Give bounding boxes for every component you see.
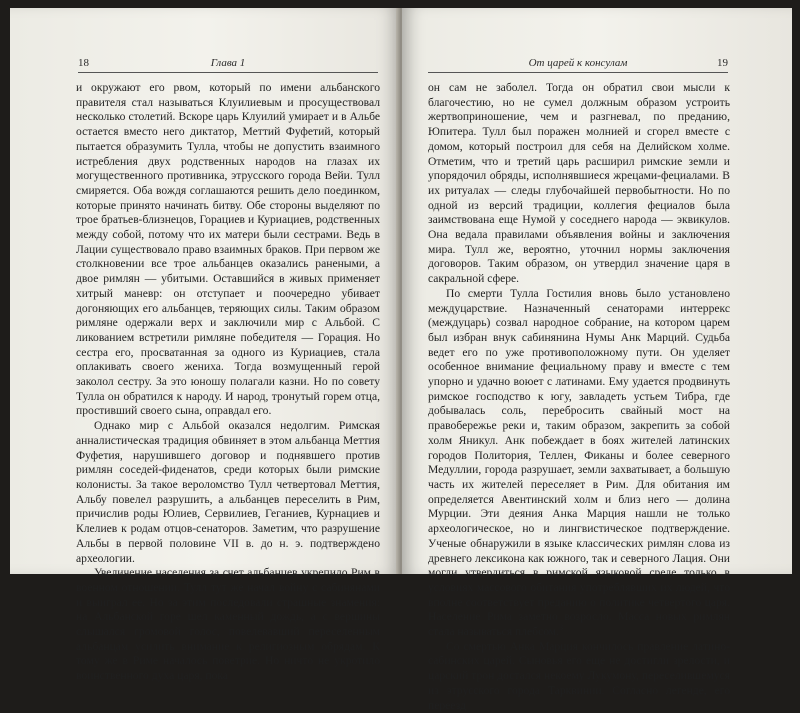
left-page-number: 18 (78, 57, 89, 69)
right-paragraph (428, 287, 730, 640)
right-page-header (428, 56, 728, 73)
left-page-header (78, 56, 378, 73)
right-page-text (428, 81, 730, 713)
right-paragraph: Со смертью Анка Марция кончилось правление латино-сабинских царей. Сыновья его еще не достигли зрелости, и царский трон достался некоему Лукумону, переселившемуся из этрусского города Тарквинии. Согласно легенде, его переезд (428, 639, 730, 712)
left-paragraph: Увеличение населения за счет альбанцев укрепило Рим в военном отношении. Тулл тут же начал войну с сабинянами и выиграл ее. Но за этим последовали страшные знамения: на Альбанской горе шел каменный дождь, а с вершины слышался громовой голос, повелевавший переселенным альбанцам усилить внимание к религиозным обрядам. К тому же в Риме началось поветрие. Но ничто не укротило воинственного духа царя, пока (76, 566, 380, 683)
right-page (402, 8, 792, 712)
right-paragraph: он сам не заболел. Тогда он обратил свои мысли к благочестию, но не сумел должным образом устроить жертвоприношение, чем и разгневал, по преданию, Юпитера. Тулл был поражен молнией и сгорел вместе с домом, который построил для себя на Делийском холме. Отметим, что и третий царь расширил римские земли и упорядочил обряды, исполнявшиеся жрецами-фециалами. В их ритуалах — следы глубочайшей первобытности. Но по одной из версий традиции, коллегия фециалов была заимствована еще Нумой у соседнего народа — эквикулов. Она ведала правилами объявления войны и заключения мира. Тулл же, вероятно, уточнил нормы заключения договоров. Таким образом, он утвердил значение царя в сакральной сфере. (428, 81, 730, 286)
left-page-text (76, 81, 380, 684)
footnote-marker: 3 (559, 623, 564, 633)
left-paragraph: Однако мир с Альбой оказался недолгим. Римская анналистическая традиция обвиняет в этом альбанца Меттия Фуфетия, нарушившего договор и поднявшего против римлян соседей-фиденатов, среди которых были римские колонисты. За такое вероломство Тулл четвертовал Меттия, Альбу повелел разрушить, а альбанцев переселить в Рим, причислив роды Юлиев, Сервилиев, Геганиев, Курнациев и Клелиев к родам отцов-сенаторов. Заметим, что разрушение Альбы в первой половине VII в. до н. э. подтверждено археологии. (76, 419, 380, 565)
right-running-head: От царей к консулам (528, 57, 628, 69)
left-page (10, 8, 400, 683)
right-paragraph-text: По смерти Тулла Гостилия вновь было установлено междуцарствие. Назначенный сенаторами интеррекс (междуцарь) созвал народное собрание, на котором царем был избран внук сабинянина Нумы Анк Марций. Судьба ведет его по уже противоположному пути. Он уделяет особенное внимание фециальному праву и вместе с тем упорно и удачно воюет с латинами. Ему удается продвинуть римское господство к югу, завладеть устьем Тибра, где добывалась соль, перебросить свайный мост на правобережье реки и, таким образом, закрепить за собой холм Яникул. Анк побеждает в боях жителей латинских городов Политория, Теллен, Фиканы и более северного Медуллии, города разрушает, земли захватывает, а большую часть их жителей переселяет в Рим. Для обитания им определяется Авентинский холм и близ него — долина Мурции. Эти деяния Анка Марция нашли не только археологическое, но и лингвистическое подтверждение. Ученые обнаружили в языке классических римлян слова из древнего лексикона как южного, так и северного Лация. Они могли утвердиться в римской языковой среде только в условиях массового обитания употреблявших их людей, что вполне соответствует преданию о политике четвертого царя. Население Рима заметно возросло. Масса новых римлян стала называться плебсом. (428, 286, 730, 639)
open-book (10, 8, 792, 712)
left-paragraph: и окружают его рвом, который по имени альбанского правителя стал называться Клуилиевым и просуществовал несколько столетий. Вскоре царь Клуилий умирает и в Альбе остается вместо него диктатор, Меттий Фуфетий, который пытается образумить Тулла, чтобы не допустить взаимного истребления двух родственных народов на глазах их могущественного противника, этрусского города Вейи. Тулл смиряется. Оба вождя соглашаются решить дело поединком, которые принято начинать битву. Обе стороны выделяют по трое братьев-близнецов, Горациев и Куриациев, родственных между собой, потому что их матери были сестрами. Ведь в Лации существовало право взаимных браков. При первом же столкновении все трое альбанцев оказались ранеными, а двое римлян — убитыми. Оставшийся в живых применяет хитрый маневр: он отступает и поочередно убивает догоняющих его альбанцев, теряющих силы. Таким образом римляне одержали верх и заключили мир с Альбой. С ликованием встретили римляне победителя — Горация. Но сестра его, просватанная за одного из Куриациев, стала оплакивать своего жениха. Тогда возмущенный герой заколол сестру. За это юношу полагали казни. Но по совету Тулла он обратился к народу. И народ, тронутый горем отца, простивший своего сына, оправдал его. (76, 81, 380, 418)
left-running-head: Глава 1 (210, 57, 246, 69)
right-page-number: 19 (717, 57, 728, 69)
